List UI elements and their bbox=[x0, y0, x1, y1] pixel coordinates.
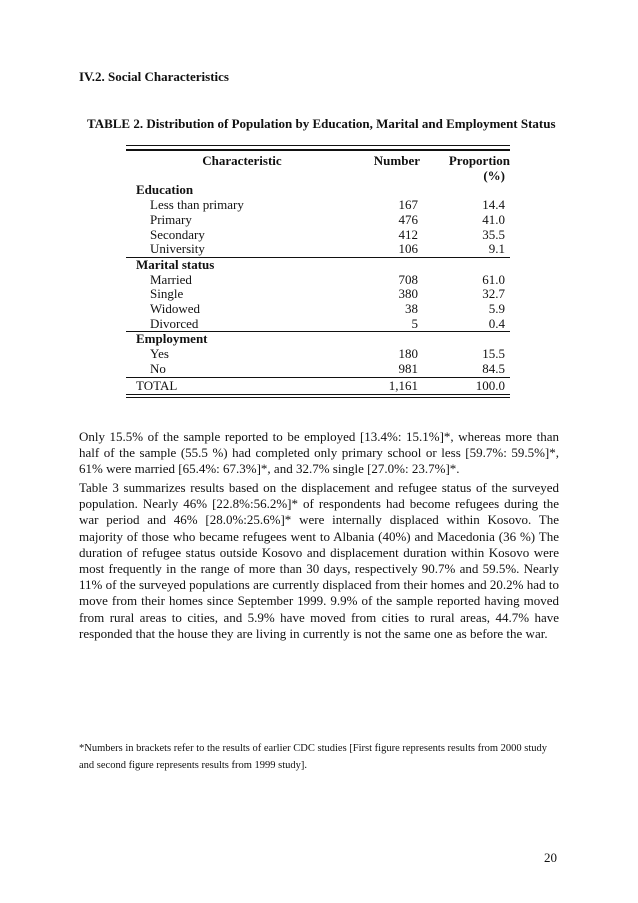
row-label: Married bbox=[150, 271, 192, 287]
row-label: Less than primary bbox=[150, 197, 244, 213]
row-number: 380 bbox=[398, 286, 418, 302]
row-number: 180 bbox=[398, 346, 418, 362]
table-row bbox=[126, 347, 510, 362]
table-header-row bbox=[126, 150, 510, 183]
table-group-row bbox=[126, 257, 510, 272]
total-label: TOTAL bbox=[126, 377, 358, 395]
row-label: Yes bbox=[150, 346, 169, 362]
row-number: 167 bbox=[398, 197, 418, 213]
table-row bbox=[126, 287, 510, 302]
row-number: 5 bbox=[411, 315, 418, 331]
table-title: TABLE 2. Distribution of Population by Education, Marital and Employment Status bbox=[87, 116, 556, 131]
row-number: 981 bbox=[398, 360, 418, 376]
table-row bbox=[126, 213, 510, 228]
row-label: Primary bbox=[150, 211, 192, 227]
group-label: Education bbox=[136, 182, 194, 198]
paragraph-employment: Only 15.5% of the sample reported to be employed [13.4%: 15.1%]*, whereas more than half of the sample (55.5 %) had completed only primary school or less [59.7%: 59.5%]*, 61% were married [65.4%: 67.3%]*, and 32.7% single [27.0%: 23.7%]*. bbox=[79, 429, 559, 477]
page-number: 20 bbox=[544, 850, 557, 865]
row-proportion: 41.0 bbox=[482, 211, 505, 227]
group-label: Employment bbox=[126, 332, 510, 347]
row-label: Single bbox=[150, 286, 184, 302]
distribution-table bbox=[126, 145, 510, 398]
row-proportion: 0.4 bbox=[488, 315, 505, 331]
table-group-row bbox=[126, 332, 510, 347]
table-row bbox=[126, 228, 510, 243]
total-proportion: 100.0 bbox=[420, 377, 510, 395]
row-number: 412 bbox=[398, 226, 418, 242]
row-number: 476 bbox=[398, 211, 418, 227]
row-proportion: 84.5 bbox=[482, 360, 505, 376]
row-proportion: 32.7 bbox=[482, 286, 505, 302]
paragraph-displacement: Table 3 summarizes results based on the displacement and refugee status of the surveyed population. Nearly 46% [22.8%:56.2%]* of respondents had become refugees during the war period and 46% [28.0%:25.6%]* were internally displaced within Kosovo. The majority of those who became refugees went to Albania (40%) and Macedonia (36 %) The duration of refugee status outside Kosovo and displacement duration within Kosovo were most frequently in the range of more than 30 days, respectively 90.7% and 59.5%. Nearly 11% of the surveyed populations are currently displaced from their homes and 20.2% had to move from their homes since September 1999. 9.9% of the sample reported having moved from rural areas to cities, and 5.9% have moved from cities to rural areas, 44.7% have responded that the house they are living in currently is not the same one as before the war. bbox=[79, 480, 559, 641]
row-proportion: 15.5 bbox=[482, 346, 505, 362]
row-label: Divorced bbox=[150, 315, 199, 331]
table-row bbox=[126, 242, 510, 257]
table-row bbox=[126, 198, 510, 213]
section-title: IV.2. Social Characteristics bbox=[79, 69, 229, 84]
table-row bbox=[126, 302, 510, 317]
table-row bbox=[126, 317, 510, 332]
table-row bbox=[126, 362, 510, 377]
row-label: Secondary bbox=[150, 226, 205, 242]
header-number: Number bbox=[373, 153, 420, 168]
row-label: No bbox=[150, 360, 166, 376]
total-row bbox=[126, 377, 510, 395]
row-proportion: 5.9 bbox=[488, 301, 505, 317]
header-characteristic: Characteristic bbox=[202, 153, 282, 168]
row-label: Widowed bbox=[150, 301, 201, 317]
row-label: University bbox=[150, 241, 205, 257]
row-proportion: 35.5 bbox=[482, 226, 505, 242]
table-row bbox=[126, 273, 510, 288]
row-proportion: 61.0 bbox=[482, 271, 505, 287]
row-proportion: 14.4 bbox=[482, 197, 505, 213]
group-label: Marital status bbox=[126, 257, 510, 272]
row-number: 106 bbox=[398, 241, 418, 257]
table-group-row bbox=[126, 183, 510, 198]
row-proportion: 9.1 bbox=[488, 241, 505, 257]
footnote: *Numbers in brackets refer to the results of earlier CDC studies [First figure represents results from 2000 study and second figure represents results from 1999 study]. bbox=[79, 743, 548, 771]
total-number: 1,161 bbox=[358, 377, 420, 395]
row-number: 38 bbox=[405, 301, 418, 317]
row-number: 708 bbox=[398, 271, 418, 287]
header-proportion: Proportion (%) bbox=[448, 153, 510, 183]
